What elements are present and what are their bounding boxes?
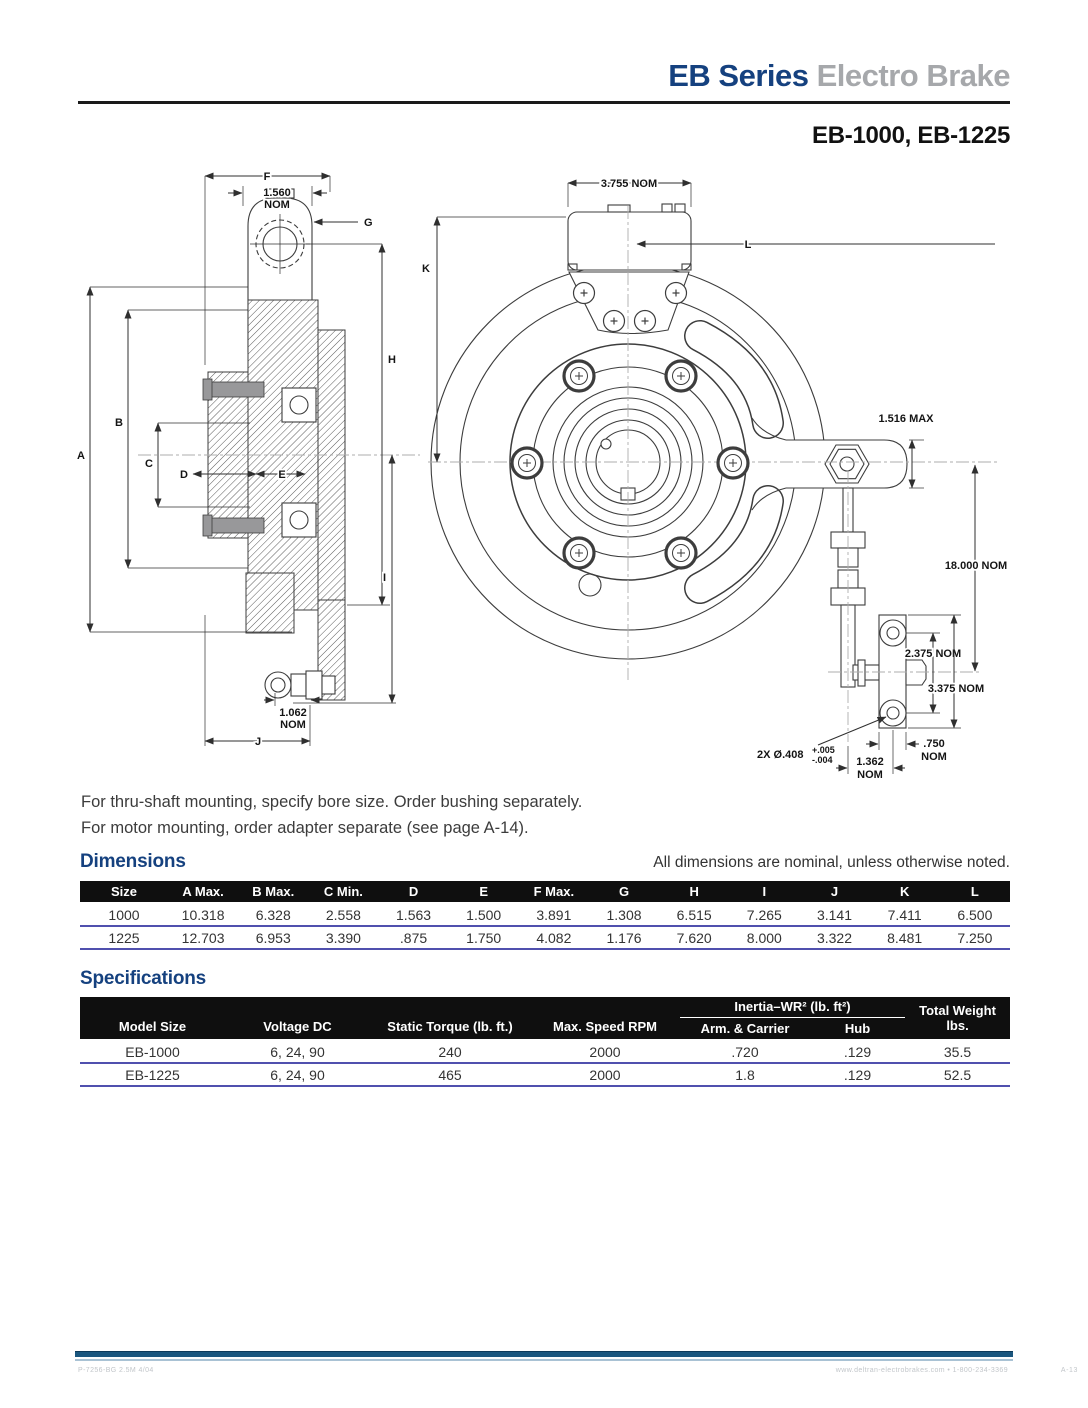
page-title <box>80 58 1010 94</box>
table-cell: EB-1225 <box>80 1063 225 1086</box>
front-view <box>422 178 1007 780</box>
table-column-header: L <box>940 881 1010 903</box>
dim-label-1062-nom: NOM <box>280 719 306 731</box>
spec-header-row-1 <box>80 997 1010 1018</box>
dim-label-2375: 2.375 NOM <box>904 648 962 660</box>
table-cell: 1.563 <box>378 903 448 926</box>
dim-label-e: E <box>278 469 286 481</box>
table-cell: 3.322 <box>799 926 869 949</box>
table-row <box>80 1063 1010 1086</box>
title-product: Electro Brake <box>808 58 1010 93</box>
table-cell: 465 <box>370 1063 530 1086</box>
table-cell: 4.082 <box>519 926 589 949</box>
table-cell: 1.500 <box>449 903 519 926</box>
dim-label-tol-plus: +.005 <box>812 745 835 755</box>
col-static-torque: Static Torque (lb. ft.) <box>370 997 530 1040</box>
table-column-header: H <box>659 881 729 903</box>
table-column-header: D <box>378 881 448 903</box>
dim-label-1516: 1.516 MAX <box>878 413 934 425</box>
col-model-size: Model Size <box>80 997 225 1040</box>
col-arm-carrier: Arm. & Carrier <box>680 1018 810 1041</box>
footer-rule-light <box>75 1359 1013 1361</box>
dim-label-18000: 18.000 NOM <box>944 560 1008 572</box>
table-cell: .129 <box>810 1063 905 1086</box>
specifications-heading: Specifications <box>80 968 207 989</box>
col-max-speed: Max. Speed RPM <box>530 997 680 1040</box>
table-cell: 8.481 <box>870 926 940 949</box>
table-cell: 12.703 <box>168 926 238 949</box>
table-column-header: J <box>799 881 869 903</box>
dim-label-3375: 3.375 NOM <box>927 683 985 695</box>
table-cell: 6.953 <box>238 926 308 949</box>
table-cell: 6.328 <box>238 903 308 926</box>
table-cell: 3.891 <box>519 903 589 926</box>
dim-label-d: D <box>180 469 188 481</box>
col-voltage: Voltage DC <box>225 997 370 1040</box>
mounting-notes <box>81 789 582 841</box>
table-column-header: Size <box>80 881 168 903</box>
table-column-header: B Max. <box>238 881 308 903</box>
table-cell: EB-1000 <box>80 1040 225 1063</box>
table-row <box>80 1040 1010 1063</box>
side-view <box>77 171 420 748</box>
specifications-section-header <box>80 968 1010 990</box>
dim-label-j: J <box>254 736 262 748</box>
dim-label-750-nom: NOM <box>921 751 947 763</box>
table-cell: 240 <box>370 1040 530 1063</box>
technical-drawing <box>60 160 1020 780</box>
table-cell: 10.318 <box>168 903 238 926</box>
title-rule <box>78 101 1010 104</box>
table-cell: 2.558 <box>308 903 378 926</box>
dimensions-heading: Dimensions <box>80 851 186 872</box>
table-cell: 52.5 <box>905 1063 1010 1086</box>
table-column-header: E <box>449 881 519 903</box>
col-hub: Hub <box>810 1018 905 1041</box>
table-cell: 6.500 <box>940 903 1010 926</box>
table-row <box>80 926 1010 949</box>
dim-label-k: K <box>422 263 430 275</box>
footer-page-number: A-13 <box>1060 1367 1078 1374</box>
table-cell: 1.8 <box>680 1063 810 1086</box>
dimensions-header-row <box>80 881 1010 903</box>
dim-label-1560: 1.560 <box>263 187 291 199</box>
table-column-header: A Max. <box>168 881 238 903</box>
table-cell: .129 <box>810 1040 905 1063</box>
dim-label-1362: 1.362 <box>856 756 884 768</box>
table-cell: 6, 24, 90 <box>225 1063 370 1086</box>
table-cell: 7.250 <box>940 926 1010 949</box>
note-line-2: For motor mounting, order adapter separate (see page A-14). <box>81 819 529 837</box>
dim-label-b: B <box>115 417 123 429</box>
table-cell: 1.308 <box>589 903 659 926</box>
dim-label-tol-minus: -.004 <box>812 755 833 765</box>
footer-right-text: www.deltran-electrobrakes.com • 1-800-234-3369 <box>835 1367 1008 1374</box>
table-cell: 2000 <box>530 1040 680 1063</box>
table-column-header: C Min. <box>308 881 378 903</box>
table-column-header: G <box>589 881 659 903</box>
table-row <box>80 903 1010 926</box>
footer-left-text: P-7256-BG 2.5M 4/04 <box>78 1367 154 1374</box>
dim-label-3755: 3.755 NOM <box>600 178 658 190</box>
dim-label-i: I <box>382 572 386 584</box>
dim-label-bolt-note: 2X Ø.408 <box>757 749 804 761</box>
dim-label-750: .750 <box>923 738 945 750</box>
note-line-1: For thru-shaft mounting, specify bore size. Order bushing separately. <box>81 793 583 811</box>
dim-label-f: F <box>263 171 271 183</box>
table-cell: 3.141 <box>799 903 869 926</box>
table-cell: 6, 24, 90 <box>225 1040 370 1063</box>
table-cell: 7.411 <box>870 903 940 926</box>
table-cell: 3.390 <box>308 926 378 949</box>
dim-label-1062: 1.062 <box>279 707 307 719</box>
dim-label-a: A <box>77 450 85 462</box>
dimensions-section-header <box>80 851 1010 873</box>
table-cell: 7.265 <box>729 903 799 926</box>
dim-label-1362-nom: NOM <box>857 769 883 780</box>
dim-label-l: L <box>744 239 752 251</box>
dim-label-h: H <box>388 354 396 366</box>
table-cell: 7.620 <box>659 926 729 949</box>
dim-label-c: C <box>145 458 153 470</box>
table-column-header: F Max. <box>519 881 589 903</box>
model-numbers: EB-1000, EB-1225 <box>812 122 1010 149</box>
total-weight-line1: Total Weight <box>919 1003 996 1018</box>
table-cell: .875 <box>378 926 448 949</box>
col-total-weight <box>905 997 1010 1040</box>
title-series: EB Series <box>668 58 809 93</box>
col-group-inertia: Inertia–WR² (lb. ft²) <box>680 997 905 1018</box>
footer-rule <box>75 1351 1013 1357</box>
table-cell: 1.750 <box>449 926 519 949</box>
table-column-header: I <box>729 881 799 903</box>
table-cell: .720 <box>680 1040 810 1063</box>
table-cell: 6.515 <box>659 903 729 926</box>
dimensions-note: All dimensions are nominal, unless otherwise noted. <box>653 854 1010 871</box>
table-cell: 1225 <box>80 926 168 949</box>
table-cell: 1.176 <box>589 926 659 949</box>
dim-label-g: G <box>364 217 373 229</box>
table-cell: 2000 <box>530 1063 680 1086</box>
specifications-table <box>80 997 1010 1087</box>
table-cell: 8.000 <box>729 926 799 949</box>
dimensions-table <box>80 881 1010 950</box>
table-cell: 35.5 <box>905 1040 1010 1063</box>
table-cell: 1000 <box>80 903 168 926</box>
table-column-header: K <box>870 881 940 903</box>
dim-label-1560-nom: NOM <box>264 199 290 211</box>
total-weight-line2: lbs. <box>946 1018 969 1033</box>
